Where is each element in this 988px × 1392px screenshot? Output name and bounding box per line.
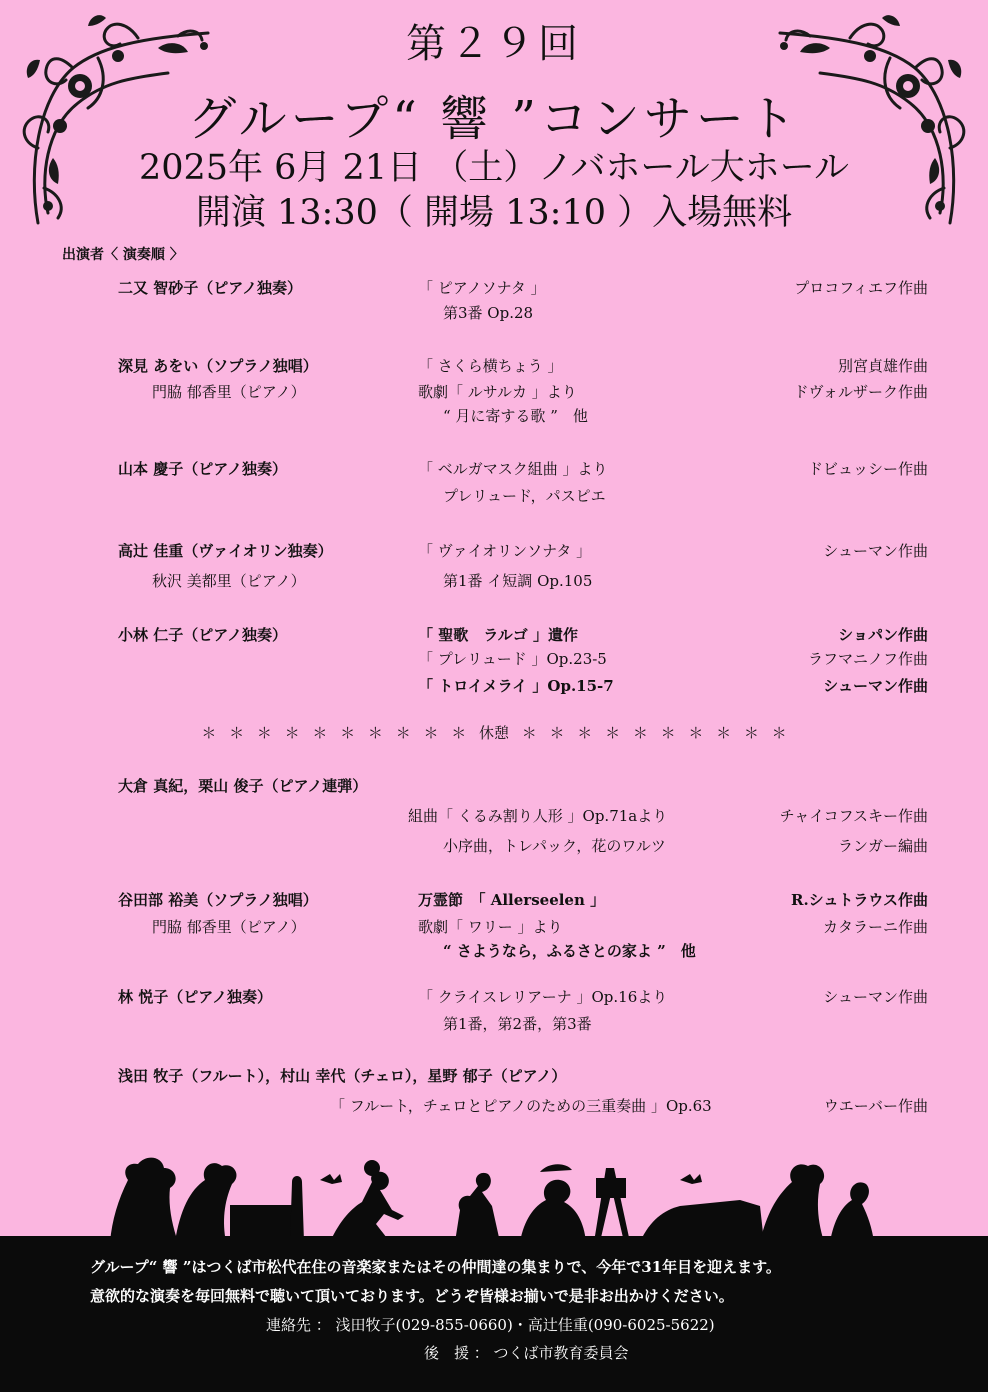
piece-title: 歌劇「 ワリー 」より	[418, 918, 563, 936]
piece-title: 「 トロイメライ 」Op.15-7	[418, 677, 614, 695]
composer: ラフマニノフ作曲	[807, 650, 928, 668]
intermission: ＊ ＊ ＊ ＊ ＊ ＊ ＊ ＊ ＊ ＊ 休憩 ＊ ＊ ＊ ＊ ＊ ＊ ＊ ＊ ＊ ＊	[201, 724, 787, 742]
composer: シューマン作曲	[823, 988, 928, 1006]
performer: 二又 智砂子（ピアノ独奏）	[118, 279, 303, 297]
footer-panel	[0, 1238, 988, 1392]
contact-info: 連絡先 ： 浅田牧子(029-855-0660)・高辻佳重(090-6025-5622)	[266, 1316, 715, 1334]
performer: 高辻 佳重（ヴァイオリン独奏）	[118, 542, 333, 560]
piece-title: 万霊節 「 Allerseelen 」	[418, 891, 606, 909]
composer: シューマン作曲	[823, 677, 928, 695]
performer: 大倉 真紀，栗山 俊子（ピアノ連弾）	[118, 777, 368, 795]
composer: カタラーニ作曲	[822, 918, 928, 936]
time-admission: 開演 13:30（ 開場 13:10 ）入場無料	[195, 193, 793, 233]
composer: ドビュッシー作曲	[807, 460, 928, 478]
arranger: ランガー編曲	[837, 837, 928, 855]
accompanist: 門脇 郁香里（ピアノ）	[152, 918, 306, 936]
piece-detail: “ 月に寄する歌 ” 他	[443, 407, 588, 425]
concert-title: グループ“ 響 ”コンサート	[188, 91, 800, 147]
performer: 小林 仁子（ピアノ独奏）	[118, 626, 288, 644]
performer: 谷田部 裕美（ソプラノ独唱）	[118, 891, 318, 909]
footer-description-2: 意欲的な演奏を毎回無料で聴いて頂いております。どうぞ皆様お揃いで是非お出かけください。	[90, 1287, 734, 1305]
piece-title: 「 ヴァイオリンソナタ 」	[418, 542, 592, 560]
performer: 山本 慶子（ピアノ独奏）	[118, 460, 288, 478]
piece-detail: 第3番 Op.28	[443, 304, 534, 322]
composer: シューマン作曲	[823, 542, 928, 560]
piece-detail: プレリュード，パスピエ	[443, 487, 606, 505]
musicians-silhouette-icon	[0, 1150, 988, 1242]
piece-title: 「 ピアノソナタ 」	[418, 279, 546, 297]
composer: ショパン作曲	[838, 626, 928, 644]
composer: ウエーバー作曲	[823, 1097, 928, 1115]
performer: 深見 あをい（ソプラノ独唱）	[118, 357, 318, 375]
piece-title: 「 聖歌 ラルゴ 」遺作	[418, 626, 578, 644]
concert-edition: 第２９回	[406, 21, 582, 67]
piece-detail: 第1番 イ短調 Op.105	[443, 572, 593, 590]
footer-description-1: グループ“ 響 ”はつくば市松代在住の音楽家またはその仲間達の集まりで、今年で31年目を迎えます。	[90, 1258, 781, 1276]
piece-title: 「 フルート，チェロとピアノのための三重奏曲 」Op.63	[330, 1097, 712, 1115]
composer: 別宮貞雄作曲	[837, 357, 928, 375]
piece-detail: “ さようなら，ふるさとの家よ ” 他	[443, 942, 696, 960]
performers-header: 出演者〈 演奏順 〉	[62, 247, 184, 263]
composer: R.シュトラウス作曲	[791, 891, 928, 909]
piece-detail: 小序曲，トレパック，花のワルツ	[443, 837, 666, 855]
sponsor-info: 後 援 ： つくば市教育委員会	[424, 1344, 629, 1362]
performer: 林 悦子（ピアノ独奏）	[118, 988, 273, 1006]
composer: プロコフィエフ作曲	[794, 279, 928, 297]
date-venue: 2025年 6月 21日 （土）ノバホール大ホール	[138, 148, 850, 188]
piece-title: 歌劇「 ルサルカ 」より	[418, 383, 577, 401]
composer: ドヴォルザーク作曲	[793, 383, 928, 401]
accompanist: 秋沢 美都里（ピアノ）	[152, 572, 306, 590]
performer: 浅田 牧子（フルート），村山 幸代（チェロ），星野 郁子（ピアノ）	[118, 1067, 567, 1085]
piece-title: 「 さくら横ちょう 」	[418, 357, 563, 375]
piece-title: 「 クライスレリアーナ 」Op.16より	[418, 988, 668, 1006]
piece-detail: 第1番，第2番，第3番	[443, 1015, 592, 1033]
piece-title: 組曲「 くるみ割り人形 」Op.71aより	[408, 807, 668, 825]
accompanist: 門脇 郁香里（ピアノ）	[152, 383, 306, 401]
piece-title: 「 プレリュード 」Op.23-5	[418, 650, 607, 668]
composer: チャイコフスキー作曲	[779, 807, 928, 825]
piece-title: 「 ベルガマスク組曲 」より	[418, 460, 608, 478]
